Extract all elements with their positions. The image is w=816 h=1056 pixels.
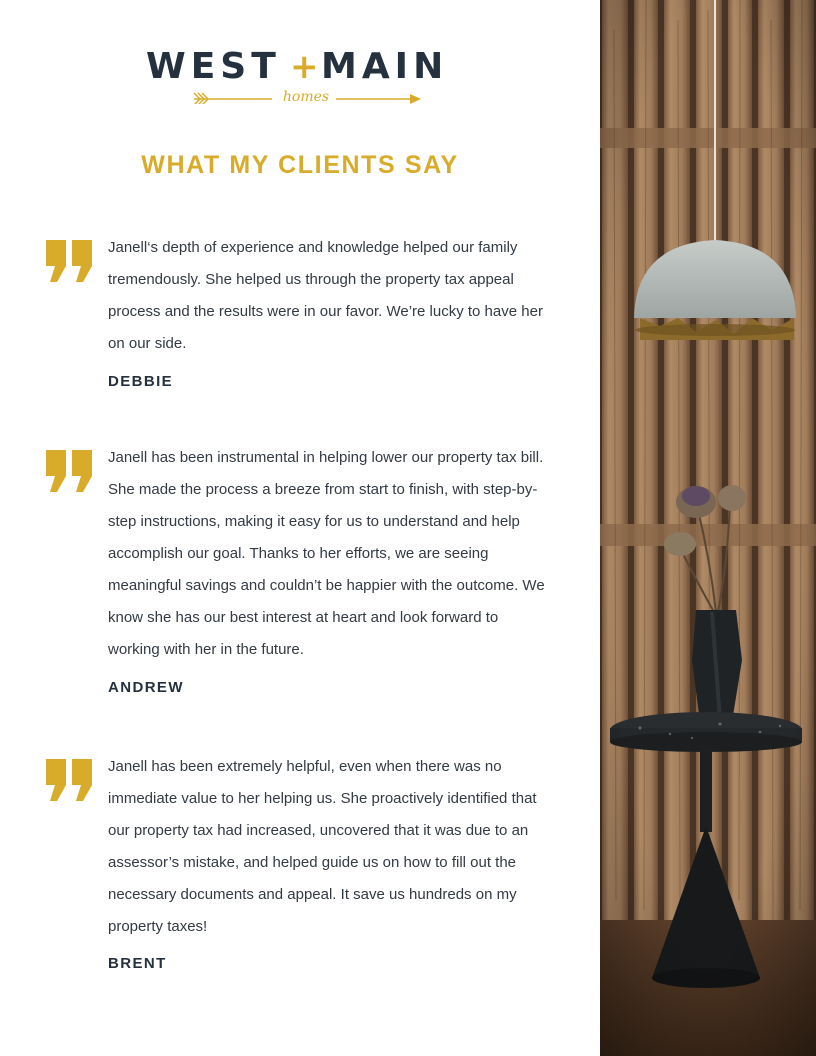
logo-plus: +: [290, 47, 319, 87]
logo-word-main: MAIN: [321, 46, 449, 87]
testimonial-author: DEBBIE: [108, 373, 174, 390]
testimonial-text: Janell has been extremely helpful, even when there was no immediate value to her helping us. She proactively identified that our property tax had increased, uncovered that it was due to an assessor’s mistake, and helped guide us on how to fill out the necessary documents and appeal. It save us hundreds on my property taxes!: [108, 758, 537, 935]
logo-subtitle: homes: [282, 89, 330, 105]
testimonial-author: ANDREW: [108, 679, 184, 696]
page-title: WHAT MY CLIENTS SAY: [141, 151, 459, 179]
quote-icon: [46, 759, 94, 803]
testimonial-text: Janell has been instrumental in helping lower our property tax bill. She made the process a breeze from start to finish, with step-by-step instructions, making it easy for us to understand and help accomplish our goal. Thanks to her efforts, we are seeing meaningful savings and couldn’t be happier with the outcome. We know she has our best interest at heart and look forward to working with her in the future.: [108, 449, 545, 658]
interior-photo: [600, 0, 816, 1056]
quote-icon: [46, 240, 94, 284]
brand-logo: [146, 48, 462, 110]
testimonial-text: Janell‘s depth of experience and knowledge helped our family tremendously. She helped us through the property tax appeal process and the results were in our favor. We’re lucky to have her on our side.: [108, 239, 543, 352]
testimonial-author: BRENT: [108, 955, 167, 972]
quote-icon: [46, 450, 94, 494]
logo-word-west: WEST: [146, 46, 281, 87]
